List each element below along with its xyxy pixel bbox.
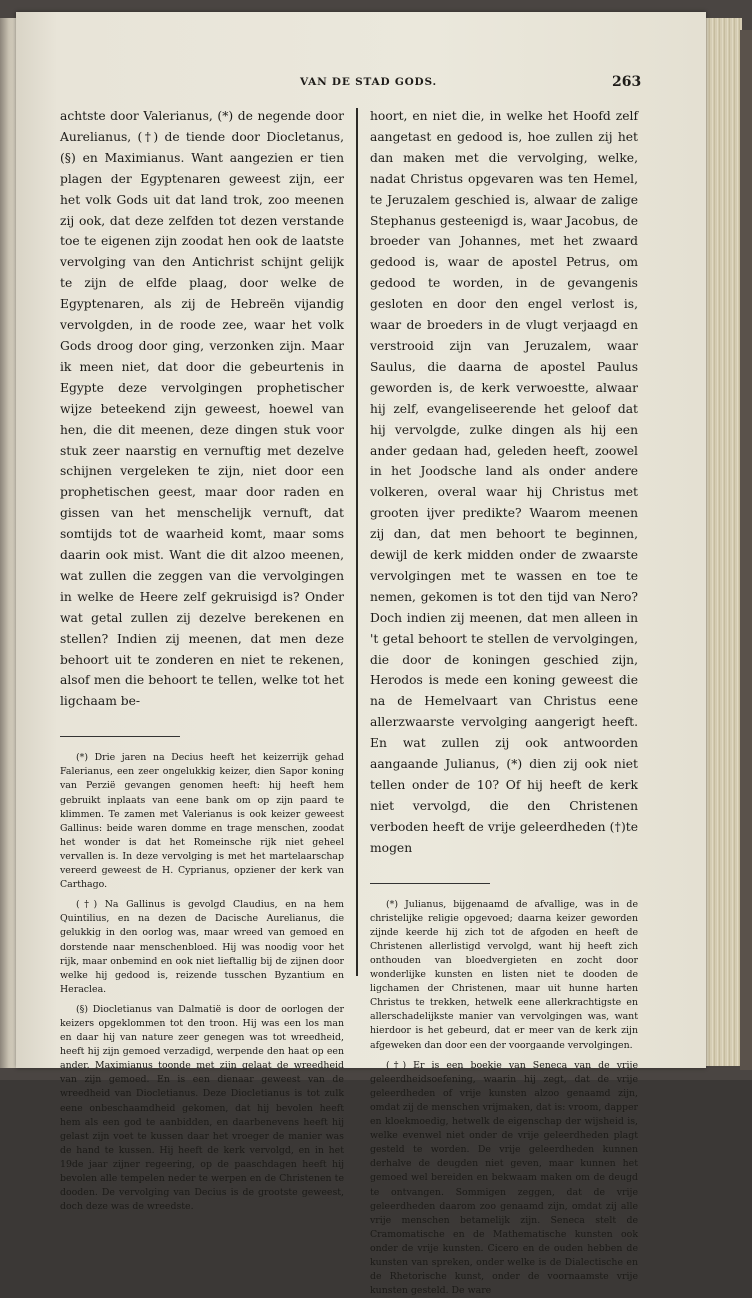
right-column-text bbox=[370, 106, 638, 859]
running-head: VAN DE STAD GODS. bbox=[300, 76, 437, 88]
footnote-asterisk: (*) Drie jaren na Decius heeft het keizerrijk gehad Falerianus, een zeer ongelukkig keizer, dien Sapor koning van Perzië gevangen genomen heeft: hij heeft hem gebruikt inplaats van eene bank om op zijn paard te klimmen. Te zamen met Valerianus is ook keizer geweest Gallinus: beide waren domme en trage menschen, zoodat het wonder is dat het Romeinsche rijk niet geheel vervallen is. In deze vervolging is met het martelaarschap vereerd geweest de H. Cyprianus, opziener der kerk van Carthago. bbox=[60, 752, 344, 891]
footnote-section: (§) Diocletianus van Dalmatië is door de oorlogen der keizers opgeklommen tot den troon. Hij was een los man en daar hij van nature zeer genegen was tot wreedheid, heeft hij zijn gemoed verzadigd, werpende den haat op een ander. Maximianus toonde met zijn gelaat de wreedheid van zijn gemoed. En is een dienaar geweest van de wreedheid van Diocletianus. Deze Diocletianus is tot zulk eene onbeschaamdheid gekomen, dat hij bevolen heeft hem als een god te aanbidden, en daarbenevens heeft hij gelast zijn voet te kussen daar het vroeger de manier was de hand te kussen. Hij heeft de kerk vervolgd, en in het 19de jaar zijner regeering, op de paaschdagen heeft hij bevolen alle tempelen neder te werpen en de Christenen te dooden. De vervolging van Decius is de grootste geweest, doch deze was de wreedste. bbox=[60, 1003, 344, 1213]
left-column bbox=[60, 106, 344, 1214]
footnote-asterisk: (*) Julianus, bijgenaamd de afvallige, was in de christelijke religie opgevoed; daarna keizer geworden zijnde keerde hij zich tot de afgoden en heeft de Christenen allerlistigd vervolgd, want hij heeft zich onthouden van bloedvergieten en zocht door wonderlijke kunsten en listen niet te dooden de ligchamen der Christenen, maar uit hunne harten Christus te trekken, hetwelk eene allerkrachtigste en allerschadelijkste manier van vervolgingen was, want hierdoor is het gebeurd, dat er meer van de kerk zijn afgeweken dan door een der voorgaande vervolgingen. bbox=[370, 898, 638, 1051]
left-body-paragraph: achtste door Valerianus, (*) de negende door Aurelianus, (†) de tiende door Diocletanus, (§) en Maximianus. Want aangezien er tien plagen der Egyptenaren geweest zijn, eer het volk Gods uit dat land trok, zoo meenen zij ook, dat deze zelfden tot dezen verstande toe te eigenen zijn zoodat hen ook de laatste vervolging van den Antichrist schijnt gelijk te zijn de elfde plaag, door welke de Egyptenaren, als zij de Hebreën vijandig vervolgden, in de roode zee, waar het volk Gods droog door ging, verzonken zijn. Maar ik meen niet, dat door die gebeurtenis in Egypte deze vervolgingen prophetischer wijze beteekend zijn geweest, hoewel van hen, die dit meenen, deze dingen stuk voor stuk zeer naarstig en vernuftig met dezelve schijnen vergeleken te zijn, niet door een prophetischen geest, maar door raden en gissen van het menschelijk vernuft, dat somtijds tot de waarheid komt, maar soms daarin ook mist. Want die dit alzoo meenen, wat zullen die zeggen van die vervolgingen in welke de Heere zelf gekruisigd is? Onder wat getal zullen zij dezelve berekenen en stellen? Indien zij meenen, dat men deze behoort uit te zonderen en niet te rekenen, alsof men die behoort te tellen, welke tot het ligchaam be- bbox=[60, 109, 344, 709]
left-footnotes bbox=[60, 751, 344, 1214]
left-column-text bbox=[60, 106, 344, 712]
footnote-dagger: (†) Er is een boekje van Seneca van de vrije geleerdheidsoefening, waarin hij zegt, dat de vrije geleerdheden of vrije kunsten alzoo genaamd zijn, omdat zij de menschen vrijmaken, dat is: vroom, dapper en kloekmoedig, hetwelk de eigenschap der wijsheid is, welke evenwel niet onder de vrije geleerdheden plagt gesteld te worden. De vrije geleerdheden kunnen derhalve de deugden niet geven, maar kunnen het gemoed wel bereiden en bekwaam maken om de deugd te ontvangen. Sommigen zeggen, dat de vrije geleerdheden daarom zoo genaamd zijn, omdat zij alle vrije menschen betamelijk zijn. Seneca stelt de Cramomatische en de Mathematische kunsten ook onder de vrije kunsten. Cicero en de ouden hebben de kunsten van spreken, onder welke is de Dialectische en de Rhetorische kunst, onder de voornaamste vrije kunsten gesteld. De ware bbox=[370, 1059, 638, 1297]
book-cover-edge bbox=[740, 30, 752, 1070]
column-rule bbox=[356, 108, 358, 976]
footnote-separator bbox=[370, 883, 490, 884]
right-column bbox=[370, 106, 638, 1298]
right-body-paragraph: hoort, en niet die, in welke het Hoofd zelf aangetast en gedood is, hoe zullen zij het dan maken met die vervolging, welke, nadat Christus opgevaren was ten Hemel, te Jeruzalem geschied is, alwaar de zalige Stephanus gesteenigd is, waar Jacobus, de broeder van Johannes, met het zwaard gedood is, waar de apostel Petrus, om gedood te worden, in de gevangenis gesloten en door den engel verlost is, waar de broeders in de vlugt verjaagd en verstrooid zijn van Jeruzalem, waar Saulus, die daarna de apostel Paulus geworden is, de kerk verwoestte, alwaar hij zelf, evangeliseerende het geloof dat hij vervolgde, zulke dingen als hij een ander gedaan had, geleden heeft, zoowel in het Joodsche land als onder andere volkeren, overal waar hij Christus met grooten ijver predikte? Waarom meenen zij dan, dat men behoort te beginnen, dewijl de kerk midden onder de zwaarste vervolgingen met te wassen en toe te nemen, gekomen is tot den tijd van Nero? Doch indien zij meenen, dat men alleen in 't getal behoort te stellen de vervolgingen, die door de koningen geschied zijn, Herodos is mede een koning geweest die na de Hemelvaart van Christus eene allerzwaarste vervolging aangerigt heeft. En wat zullen zij ook antwoorden aangaande Julianus, (*) dien zij ook niet tellen onder de 10? Of hij heeft de kerk niet vervolgd, die den Christenen verboden heeft de vrije geleerdheden (†)te mogen bbox=[370, 109, 638, 855]
footnote-separator bbox=[60, 736, 180, 737]
footnote-dagger: (†) Na Gallinus is gevolgd Claudius, en na hem Quintilius, en na dezen de Dacische Aurelianus, die gelukkig in den oorlog was, maar wreed van gemoed en dorstende naar menschenbloed. Hij was noodig voor het rijk, maar onbemind en ook niet lieftallig bij de zijnen door welke hij gedood is, reizende tusschen Byzantium en Heraclea. bbox=[60, 899, 344, 995]
page-number: 263 bbox=[612, 74, 642, 90]
right-footnotes bbox=[370, 898, 638, 1298]
